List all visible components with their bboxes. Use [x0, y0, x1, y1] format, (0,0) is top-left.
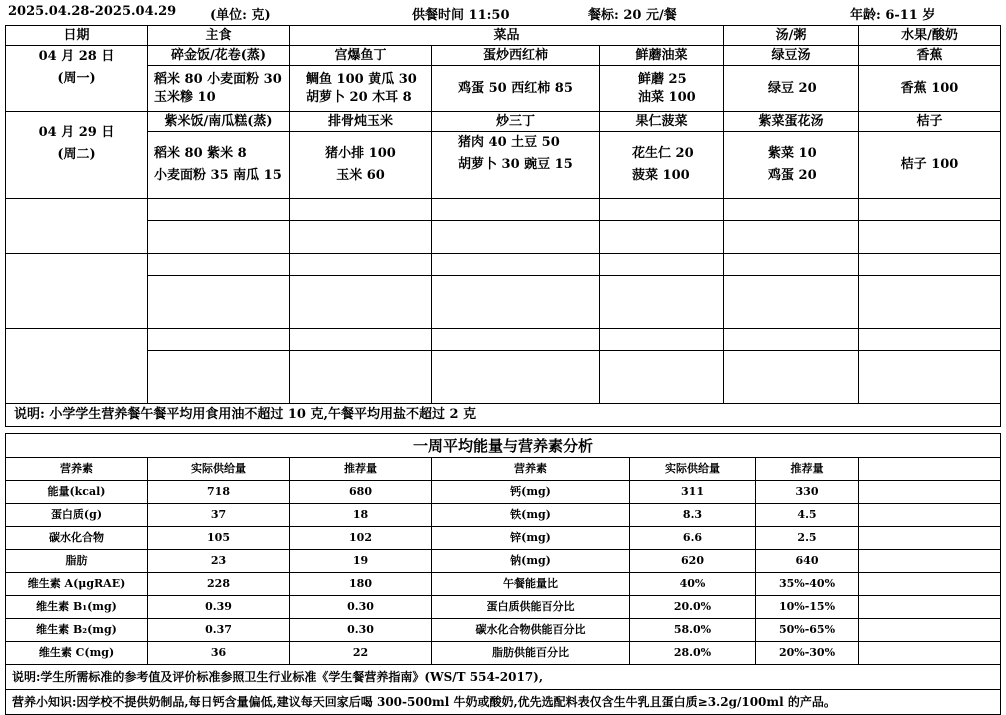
nutrition-cell: 0.37	[148, 619, 290, 642]
nutrition-cell: 28.0%	[630, 642, 756, 665]
day2-dish2-name: 炒三丁	[432, 112, 600, 132]
day2-dish1-name: 排骨炖玉米	[290, 112, 432, 132]
nutrition-cell: 18	[290, 504, 432, 527]
nutrition-cell: 维生素 B₁(mg)	[6, 596, 148, 619]
nutrition-cell: 19	[290, 550, 432, 573]
day2-staple-name: 紫米饭/南瓜糕(蒸)	[148, 112, 290, 132]
nutrition-cell: 620	[630, 550, 756, 573]
nutrition-row	[6, 596, 1001, 619]
nutrition-cell: 58.0%	[630, 619, 756, 642]
col-date: 日期	[6, 26, 148, 46]
day2-soup-name: 紫菜蛋花汤	[724, 112, 859, 132]
nutrition-cell: 蛋白质供能百分比	[432, 596, 630, 619]
day1-soup-items: 绿豆 20	[724, 66, 859, 112]
nutrition-cell: 蛋白质(g)	[6, 504, 148, 527]
nutrition-cell: 锌(mg)	[432, 527, 630, 550]
day1-dish2-name: 蛋炒西红柿	[432, 46, 600, 66]
nutrition-cell: 40%	[630, 573, 756, 596]
nutrition-row	[6, 642, 1001, 665]
nutrition-cell: 午餐能量比	[432, 573, 630, 596]
nutrition-cell: 脂肪	[6, 550, 148, 573]
nutrition-cell: 102	[290, 527, 432, 550]
menu-table	[5, 25, 1001, 427]
empty-row	[6, 199, 1001, 221]
nutrition-note-row	[6, 665, 1001, 690]
nutrition-cell: 钠(mg)	[432, 550, 630, 573]
day2-soup-items: 紫菜 10 鸡蛋 20	[724, 132, 859, 199]
nutrition-cell: 碳水化合物	[6, 527, 148, 550]
nutrition-cell: 2.5	[756, 527, 859, 550]
nutrition-cell: 228	[148, 573, 290, 596]
nutrition-cell: 维生素 C(mg)	[6, 642, 148, 665]
day1-soup-name: 绿豆汤	[724, 46, 859, 66]
nutrition-cell: 20%-30%	[756, 642, 859, 665]
nutrition-row	[6, 619, 1001, 642]
nutrition-row	[6, 481, 1001, 504]
day2-date-cell	[6, 112, 148, 199]
nutrition-cell: 330	[756, 481, 859, 504]
nutrition-header: 实际供给量	[148, 458, 290, 481]
nutrition-cell: 20.0%	[630, 596, 756, 619]
col-staple: 主食	[148, 26, 290, 46]
nutrition-cell: 钙(mg)	[432, 481, 630, 504]
nutrition-row	[6, 550, 1001, 573]
day2-name-row	[6, 112, 1001, 132]
day1-dish3-name: 鲜蘑油菜	[600, 46, 724, 66]
day2-fruit-name: 桔子	[859, 112, 1001, 132]
nutrition-row	[6, 504, 1001, 527]
nutrition-cell: 维生素 A(μgRAE)	[6, 573, 148, 596]
nutrition-cell: 0.30	[290, 596, 432, 619]
remark-row	[6, 404, 1001, 427]
day1-dish3-items: 鲜蘑 25 油菜 100	[600, 66, 724, 112]
col-fruit: 水果/酸奶	[859, 26, 1001, 46]
nutrition-header: 推荐量	[290, 458, 432, 481]
day1-date-cell	[6, 46, 148, 112]
day1-items-row	[6, 66, 1001, 112]
nutrition-header-row	[6, 458, 1001, 481]
nutrition-cell: 碳水化合物供能百分比	[432, 619, 630, 642]
standard-note: 说明:学生所需标准的参考值及评价标准参照卫生行业标准《学生餐营养指南》(WS/T 554-2017),	[6, 665, 1001, 690]
nutrition-cell: 脂肪供能百分比	[432, 642, 630, 665]
nutrition-row	[6, 527, 1001, 550]
empty-row	[6, 254, 1001, 276]
nutrition-cell: 105	[148, 527, 290, 550]
meal-price: 餐标: 20 元/餐	[588, 8, 677, 23]
day2-date: 04 月 29 日	[38, 125, 115, 140]
nutrition-cell: 能量(kcal)	[6, 481, 148, 504]
nutrition-cell: 680	[290, 481, 432, 504]
nutrition-cell: 铁(mg)	[432, 504, 630, 527]
nutrition-cell: 0.39	[148, 596, 290, 619]
date-range: 2025.04.28-2025.04.29	[8, 4, 177, 19]
empty-row	[6, 351, 1001, 404]
nutrition-header: 实际供给量	[630, 458, 756, 481]
nutrition-cell: 37	[148, 504, 290, 527]
day2-fruit-items: 桔子 100	[859, 132, 1001, 199]
nutrition-cell: 180	[290, 573, 432, 596]
day2-staple-items: 稻米 80 紫米 8 小麦面粉 35 南瓜 15	[148, 132, 290, 199]
day2-dish3-name: 果仁菠菜	[600, 112, 724, 132]
col-soup: 汤/粥	[724, 26, 859, 46]
nutrition-header: 营养素	[432, 458, 630, 481]
nutrition-rows	[6, 481, 1001, 665]
day1-date: 04 月 28 日	[38, 49, 115, 64]
nutrition-title: 一周平均能量与营养素分析	[6, 434, 1001, 458]
nutrition-cell: 640	[756, 550, 859, 573]
day1-staple-name: 碎金饭/花卷(蒸)	[148, 46, 290, 66]
age-range: 年龄: 6-11 岁	[850, 8, 936, 23]
day2-dish3-items: 花生仁 20 菠菜 100	[600, 132, 724, 199]
nutrition-title-row	[6, 434, 1001, 458]
nutrition-row	[6, 573, 1001, 596]
nutrition-cell: 6.6	[630, 527, 756, 550]
nutrition-cell: 10%-15%	[756, 596, 859, 619]
nutrition-cell: 23	[148, 550, 290, 573]
nutrition-cell: 0.30	[290, 619, 432, 642]
nutrition-cell: 718	[148, 481, 290, 504]
empty-row	[6, 329, 1001, 351]
oil-salt-remark: 说明: 小学学生营养餐午餐平均用食用油不超过 10 克,午餐平均用盐不超过 2 克	[6, 404, 1001, 427]
day1-fruit-items: 香蕉 100	[859, 66, 1001, 112]
col-dishes: 菜品	[290, 26, 724, 46]
day1-dish2-items: 鸡蛋 50 西红柿 85	[432, 66, 600, 112]
serve-time: 供餐时间 11:50	[412, 8, 510, 23]
nutrition-cell: 22	[290, 642, 432, 665]
calcium-tip: 营养小知识:因学校不提供奶制品,每日钙含量偏低,建议每天回家后喝 300-500ml 牛奶或酸奶,优先选配料表仅含生牛乳且蛋白质≥3.2g/100ml 的产品。	[6, 690, 1001, 715]
nutrition-cell: 311	[630, 481, 756, 504]
nutrition-cell: 36	[148, 642, 290, 665]
day1-name-row	[6, 46, 1001, 66]
day2-weekday: (周二)	[57, 147, 96, 162]
day1-staple-items: 稻米 80 小麦面粉 30 玉米糁 10	[148, 66, 290, 112]
nutrition-cell: 8.3	[630, 504, 756, 527]
nutrition-table	[5, 433, 1001, 715]
day1-dish1-name: 宫爆鱼丁	[290, 46, 432, 66]
nutrition-header: 营养素	[6, 458, 148, 481]
day2-dish2-items: 猪肉 40 土豆 50 胡萝卜 30 豌豆 15	[432, 132, 600, 199]
day1-dish1-items: 鲷鱼 100 黄瓜 30 胡萝卜 20 木耳 8	[290, 66, 432, 112]
unit-label: (单位: 克)	[210, 8, 271, 23]
empty-row	[6, 221, 1001, 254]
nutrition-cell: 维生素 B₂(mg)	[6, 619, 148, 642]
day1-weekday: (周一)	[57, 71, 96, 86]
menu-header-row	[6, 26, 1001, 46]
nutrition-cell: 4.5	[756, 504, 859, 527]
empty-row	[6, 276, 1001, 329]
day2-dish1-items: 猪小排 100 玉米 60	[290, 132, 432, 199]
day2-items-row	[6, 132, 1001, 199]
day1-fruit-name: 香蕉	[859, 46, 1001, 66]
nutrition-header: 推荐量	[756, 458, 859, 481]
nutrition-cell: 50%-65%	[756, 619, 859, 642]
nutrition-cell: 35%-40%	[756, 573, 859, 596]
